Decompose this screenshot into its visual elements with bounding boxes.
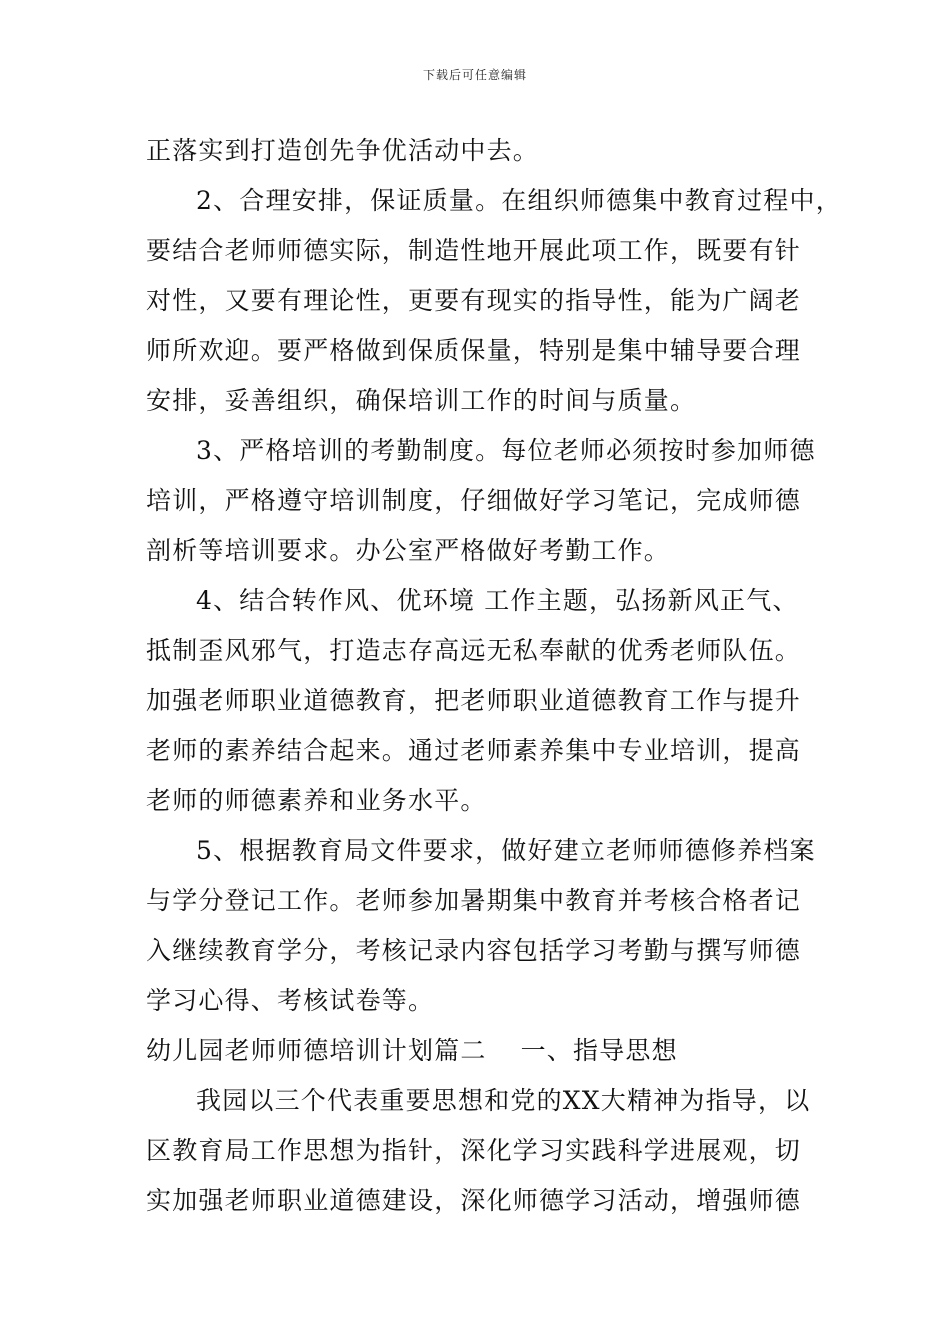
text-line: 5、根据教育局文件要求，做好建立老师师德修养档案 [196, 836, 816, 865]
section-heading-line [146, 1034, 678, 1068]
section-title: 幼儿园老师师德培训计划篇二 [146, 1036, 487, 1065]
text-line: 对性，又要有理论性，更要有现实的指导性，能为广阔老 [146, 286, 802, 315]
text-line: 要结合老师师德实际，制造性地开展此项工作，既要有针 [146, 236, 802, 265]
text-line: 培训，严格遵守培训制度，仔细做好学习笔记，完成师德 [146, 486, 802, 515]
text-line: 区教育局工作思想为指针，深化学习实践科学进展观，切 [146, 1136, 802, 1165]
text-line: 抵制歪风邪气，打造志存高远无私奉献的优秀老师队伍。 [146, 636, 802, 665]
text-line: 入继续教育学分，考核记录内容包括学习考勤与撰写师德 [146, 936, 802, 965]
text-line: 与学分登记工作。老师参加暑期集中教育并考核合格者记 [146, 886, 802, 915]
text-line: 加强老师职业道德教育，把老师职业道德教育工作与提升 [146, 686, 802, 715]
text-line: 正落实到打造创先争优活动中去。 [146, 136, 540, 165]
text-line: 3、严格培训的考勤制度。每位老师必须按时参加师德 [196, 436, 816, 465]
text-line: 剖析等培训要求。办公室严格做好考勤工作。 [146, 536, 671, 565]
text-line: 4、结合转作风、优环境 工作主题，弘扬新风正气、 [196, 586, 799, 615]
text-line: 学习心得、考核试卷等。 [146, 986, 435, 1015]
header-note: 下载后可任意编辑 [422, 68, 527, 82]
text-line: 2、合理安排，保证质量。在组织师德集中教育过程中， [196, 186, 842, 215]
text-line: 我园以三个代表重要思想和党的XX大精神为指导，以 [196, 1086, 811, 1115]
text-line: 实加强老师职业道德建设，深化师德学习活动，增强师德 [146, 1186, 802, 1215]
text-line: 师所欢迎。要严格做到保质保量，特别是集中辅导要合理 [146, 336, 802, 365]
section-subheading: 一、指导思想 [520, 1036, 678, 1065]
text-line: 老师的师德素养和业务水平。 [146, 786, 487, 815]
text-line: 老师的素养结合起来。通过老师素养集中专业培训，提高 [146, 736, 802, 765]
text-line: 安排，妥善组织，确保培训工作的时间与质量。 [146, 386, 697, 415]
